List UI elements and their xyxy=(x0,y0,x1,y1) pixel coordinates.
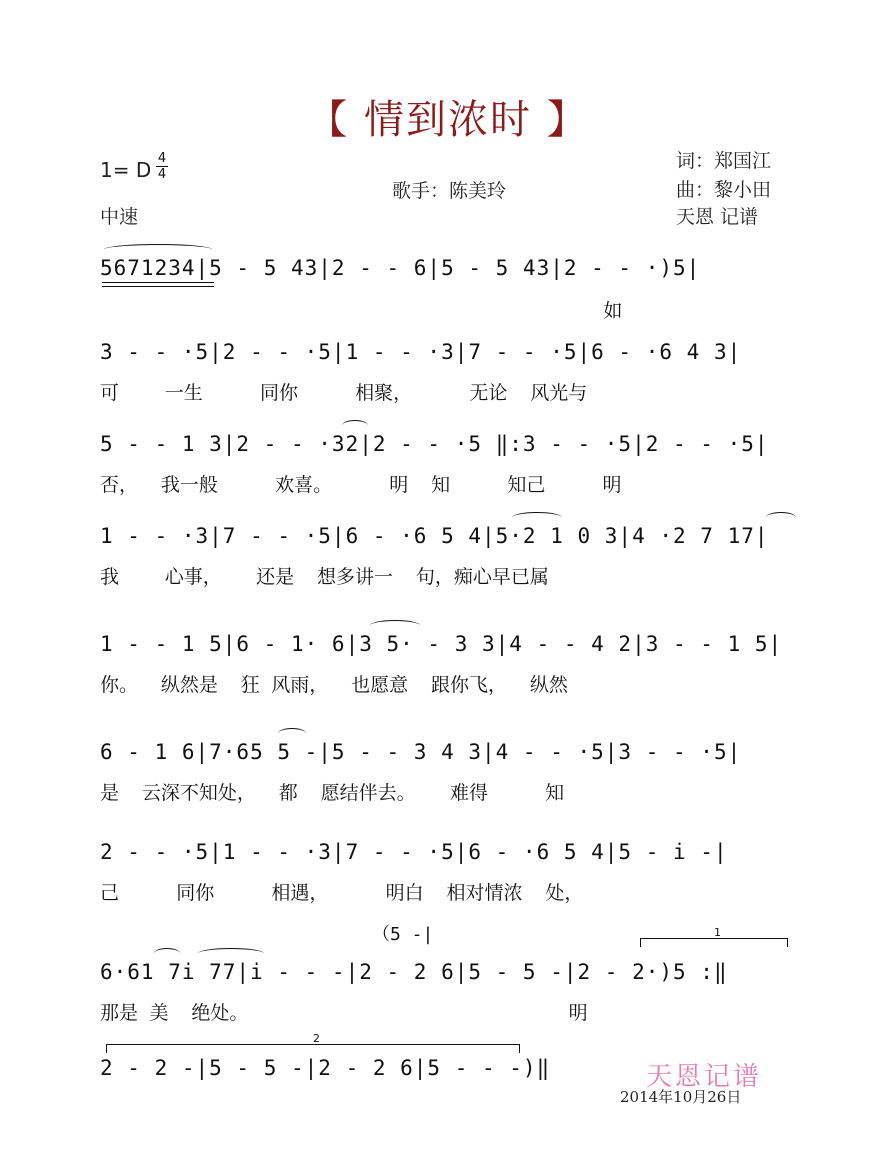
row-notes: 1 - - ·3|7 - - ·5|6 - ·6 5 4|5·2 1 0 3|4 ·2 7 17| xyxy=(100,524,769,548)
transcription-date: 2014年10月26日 xyxy=(620,1088,742,1106)
row-lyrics: 否， 我一般 欢喜。 明 知 知己 明 xyxy=(100,474,622,496)
alt-ending-note: （5 -| xyxy=(372,924,434,945)
row-notes: 6 - 1 6|7·65 5 -|5 - - 3 4 3|4 - - ·5|3 - - ·5| xyxy=(100,740,742,764)
volta-1-bracket xyxy=(640,926,788,947)
singer: 歌手：陈美玲 xyxy=(392,180,507,202)
row-lyrics: 那是 美 绝处。 明 xyxy=(100,1002,588,1024)
row-notes: 5671234|5 - 5 43|2 - - 6|5 - 5 43|2 - - ·)5| xyxy=(100,256,701,280)
tempo: 中速 xyxy=(100,206,139,228)
row-notes: 5 - - 1 3|2 - - ·32|2 - - ·5 ‖:3 - - ·5|2 - - ·5| xyxy=(100,432,769,456)
volta-2-bracket xyxy=(106,1032,520,1053)
row-notes: 6·61 7i 77|i - - -|2 - 2 6|5 - 5 -|2 - 2·)5 :‖ xyxy=(100,960,728,984)
transcriber-stamp: 天恩记谱 xyxy=(646,1062,763,1092)
time-sig-top: 4 xyxy=(157,151,167,166)
row-notes: 2 - - ·5|1 - - ·3|7 - - ·5|6 - ·6 5 4|5 - i -| xyxy=(100,840,728,864)
time-sig-bottom: 4 xyxy=(157,167,167,182)
key-signature: 1= D xyxy=(100,158,152,182)
row-notes: 2 - 2 -|5 - 5 -|2 - 2 6|5 - - -)‖ xyxy=(100,1056,551,1080)
volta-1-label: 1 xyxy=(714,926,721,939)
lyricist: 词：郑国江 xyxy=(676,150,772,172)
volta-2-label: 2 xyxy=(313,1032,320,1045)
row-lyrics: 己 同你 相遇， 明白 相对情浓 处， xyxy=(100,882,584,904)
row-notes: 1 - - 1 5|6 - 1· 6|3 5· - 3 3|4 - - 4 2|3 - - 1 5| xyxy=(100,632,783,656)
row-lyrics: 可 一生 同你 相聚， 无论 风光与 xyxy=(100,382,588,404)
transcriber: 天恩 记谱 xyxy=(676,206,759,228)
composer: 曲：黎小田 xyxy=(676,179,772,201)
song-title: 【 情到浓时 】 xyxy=(307,97,589,143)
time-signature xyxy=(156,152,168,181)
row-lyrics: 是 云深不知处， 都 愿结伴去。 难得 知 xyxy=(100,782,565,804)
row-lyrics: 你。 纵然是 狂 风雨， 也愿意 跟你飞， 纵然 xyxy=(100,674,568,696)
row-lyrics: 如 xyxy=(100,300,623,322)
row-notes: 3 - - ·5|2 - - ·5|1 - - ·3|7 - - ·5|6 - ·6 4 3| xyxy=(100,340,742,364)
row-lyrics: 我 心事， 还是 想多讲一 句，痴心早已属 xyxy=(100,566,549,588)
